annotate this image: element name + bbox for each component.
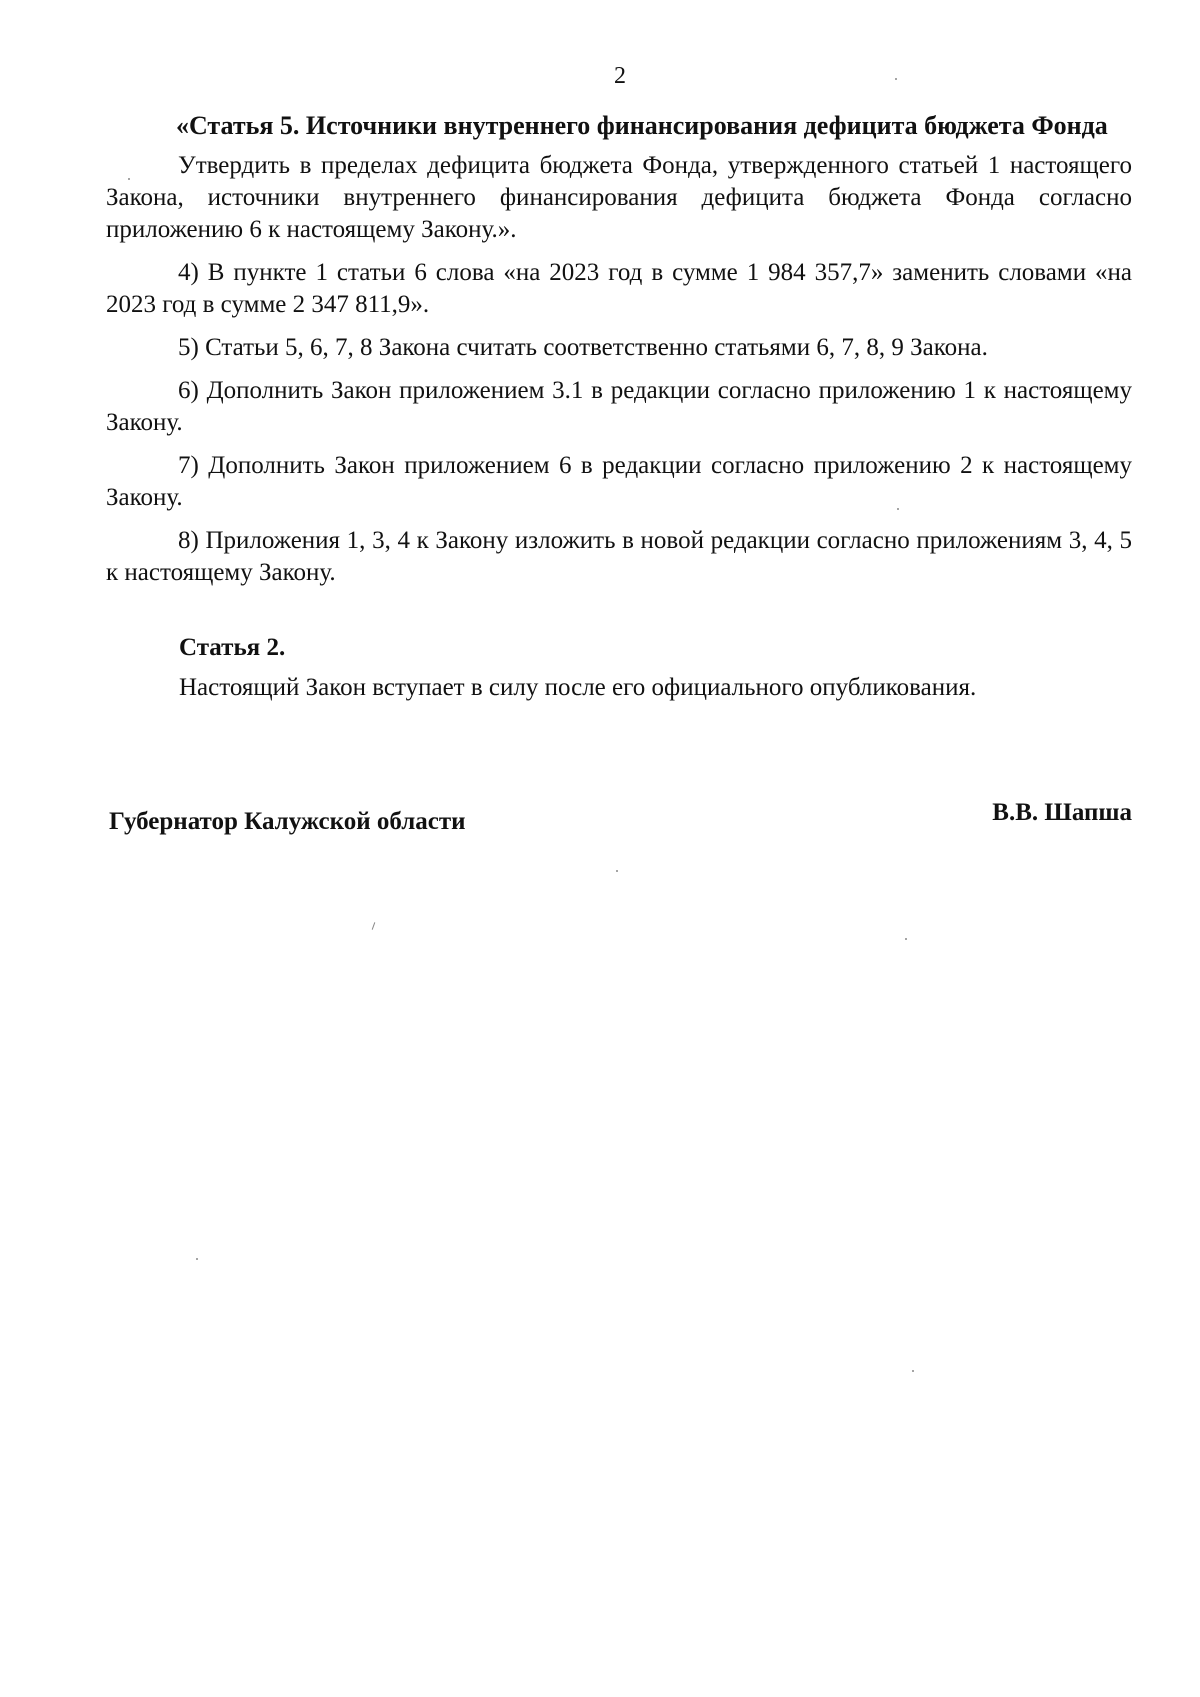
scan-speck xyxy=(128,178,130,180)
article-2-text: Настоящий Закон вступает в силу после его официального опубликования. xyxy=(179,674,977,701)
list-item-7: 7) Дополнить Закон приложением 6 в редакции согласно приложению 2 к настоящему Закону. xyxy=(106,452,1132,511)
article-5-text: Утвердить в пределах дефицита бюджета Фонда, утвержденного статьей 1 настоящего Закона, источники внутреннего финансирования дефицита бюджета Фонда согласно приложению 6 к настоящему Закону.». xyxy=(106,152,1132,243)
list-item-4: 4) В пункте 1 статьи 6 слова «на 2023 год в сумме 1 984 357,7» заменить словами «на 2023 год в сумме 2 347 811,9». xyxy=(106,259,1132,318)
document-body xyxy=(106,110,1132,600)
scan-speck xyxy=(372,922,376,930)
list-item-5: 5) Статьи 5, 6, 7, 8 Закона считать соответственно статьями 6, 7, 8, 9 Закона. xyxy=(178,334,988,361)
signatory-name: В.В. Шапша xyxy=(992,799,1132,826)
article-5-heading: «Статья 5. Источники внутреннего финансирования дефицита бюджета Фонда xyxy=(176,111,1108,140)
scan-speck xyxy=(897,508,899,510)
scan-speck xyxy=(895,78,897,80)
signatory-title: Губернатор Калужской области xyxy=(109,808,466,835)
scan-speck xyxy=(912,1370,914,1372)
list-item-8: 8) Приложения 1, 3, 4 к Закону изложить в новой редакции согласно приложениям 3, 4, 5 к настоящему Закону. xyxy=(106,527,1132,586)
scan-speck xyxy=(616,870,618,872)
scan-speck xyxy=(196,1258,198,1260)
article-2-heading: Статья 2. xyxy=(179,634,286,661)
scan-speck xyxy=(905,938,907,940)
list-item-6: 6) Дополнить Закон приложением 3.1 в редакции согласно приложению 1 к настоящему Закону. xyxy=(106,377,1132,436)
page-number: 2 xyxy=(614,63,626,89)
